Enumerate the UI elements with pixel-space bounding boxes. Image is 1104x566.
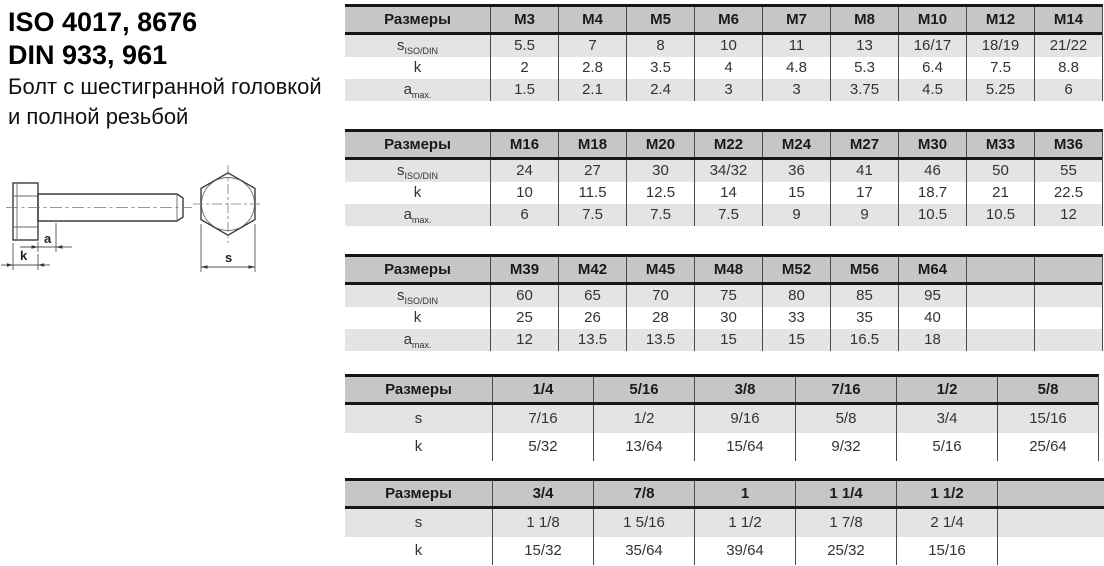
column-header: 1 1/4 [795,481,896,506]
value-cell: 3 [694,79,762,101]
value-cell [1034,285,1102,307]
value-cell: 36 [762,160,830,182]
column-header: M36 [1034,132,1102,157]
value-cell: 24 [490,160,558,182]
value-cell: 3 [762,79,830,101]
value-cell: 10.5 [966,204,1034,226]
dimension-table-3 [345,254,1103,351]
row-label: k [413,59,422,76]
dimension-table-4 [345,374,1099,461]
row-label: $a_{max.}$ [403,206,432,225]
value-cell: 13 [830,35,898,57]
row-label: s [414,410,423,427]
value-cell: 39/64 [694,537,795,565]
column-header: M22 [694,132,762,157]
dimension-table-5 [345,478,1104,565]
value-cell: 7.5 [966,57,1034,79]
value-cell: 8.8 [1034,57,1102,79]
column-header: M56 [830,257,898,282]
value-cell: 85 [830,285,898,307]
table-header-label: Размеры [384,261,451,278]
table-row [345,329,1102,351]
value-cell: 6 [1034,79,1102,101]
value-cell: 7 [558,35,626,57]
value-cell [966,329,1034,351]
value-cell: 5/8 [795,405,896,433]
value-cell: 12 [490,329,558,351]
column-header: 7/8 [593,481,694,506]
value-cell: 1 1/8 [492,509,593,537]
column-header: M14 [1034,7,1102,32]
table-row [345,433,1098,461]
dim-k-label: k [20,248,28,263]
value-cell: 26 [558,307,626,329]
column-header: 3/8 [694,377,795,402]
column-header: M64 [898,257,966,282]
table-row [345,537,1104,565]
value-cell: 60 [490,285,558,307]
table-header-label: Размеры [385,485,452,502]
value-cell: 33 [762,307,830,329]
value-cell: 17 [830,182,898,204]
dim-a-label: a [44,231,52,246]
value-cell: 12 [1034,204,1102,226]
value-cell: 2.1 [558,79,626,101]
column-header: 3/4 [492,481,593,506]
value-cell: 55 [1034,160,1102,182]
value-cell [997,537,1104,565]
column-header: 5/16 [593,377,694,402]
value-cell: 2.8 [558,57,626,79]
table-header-row [345,257,1102,285]
value-cell: 10.5 [898,204,966,226]
value-cell: 14 [694,182,762,204]
value-cell: 16/17 [898,35,966,57]
value-cell: 46 [898,160,966,182]
value-cell: 27 [558,160,626,182]
value-cell: 2.4 [626,79,694,101]
table-header-row [345,7,1102,35]
row-label: s [414,514,423,531]
column-header: M18 [558,132,626,157]
table-header-label: Размеры [384,136,451,153]
value-cell [997,509,1104,537]
value-cell: 25 [490,307,558,329]
column-header [1034,257,1102,282]
value-cell: 7.5 [558,204,626,226]
value-cell: 15/32 [492,537,593,565]
value-cell: 7/16 [492,405,593,433]
value-cell: 7.5 [694,204,762,226]
title-block [8,6,343,132]
value-cell: 21/22 [1034,35,1102,57]
value-cell: 4.5 [898,79,966,101]
column-header: M39 [490,257,558,282]
table-row [345,160,1102,182]
row-label: k [414,542,423,559]
dim-s-label: s [225,250,233,265]
bolt-side-view [6,183,192,240]
row-label-subscript: max. [411,215,432,225]
value-cell: 34/32 [694,160,762,182]
value-cell: 9/32 [795,433,896,461]
value-cell: 12.5 [626,182,694,204]
value-cell: 6.4 [898,57,966,79]
value-cell: 16.5 [830,329,898,351]
column-header: M16 [490,132,558,157]
table-row [345,35,1102,57]
table-row [345,79,1102,101]
value-cell: 5/32 [492,433,593,461]
table-row [345,182,1102,204]
value-cell: 13/64 [593,433,694,461]
value-cell: 22.5 [1034,182,1102,204]
value-cell [966,307,1034,329]
value-cell: 4 [694,57,762,79]
table-header-row [345,132,1102,160]
column-header [997,481,1104,506]
value-cell: 28 [626,307,694,329]
product-description-line1: Болт с шестигранной головкой [8,74,322,99]
column-header: M12 [966,7,1034,32]
table-row [345,57,1102,79]
column-header: M3 [490,7,558,32]
column-header: 1/2 [896,377,997,402]
column-header: 1 1/2 [896,481,997,506]
value-cell: 2 1/4 [896,509,997,537]
table-header-row [345,377,1098,405]
column-header: M30 [898,132,966,157]
row-label: $s_{ISO/DIN}$ [396,37,438,56]
value-cell: 1.5 [490,79,558,101]
column-header: M48 [694,257,762,282]
column-header: M42 [558,257,626,282]
table-header-label: Размеры [384,11,451,28]
row-label: k [413,184,422,201]
value-cell: 75 [694,285,762,307]
value-cell: 8 [626,35,694,57]
row-label-subscript: ISO/DIN [404,296,438,306]
column-header: 1/4 [492,377,593,402]
value-cell: 4.8 [762,57,830,79]
bolt-head-top-view [193,165,263,243]
column-header: 1 [694,481,795,506]
value-cell: 2 [490,57,558,79]
value-cell: 9 [830,204,898,226]
value-cell: 3.5 [626,57,694,79]
row-label: $a_{max.}$ [403,331,432,350]
value-cell: 3.75 [830,79,898,101]
value-cell: 18/19 [966,35,1034,57]
value-cell [1034,307,1102,329]
row-label: k [413,309,422,326]
value-cell: 21 [966,182,1034,204]
value-cell: 50 [966,160,1034,182]
value-cell: 65 [558,285,626,307]
row-label: $a_{max.}$ [403,81,432,100]
table-row [345,405,1098,433]
value-cell: 5/16 [896,433,997,461]
value-cell: 25/32 [795,537,896,565]
value-cell: 13.5 [626,329,694,351]
value-cell: 5.3 [830,57,898,79]
row-label-subscript: max. [411,340,432,350]
value-cell: 70 [626,285,694,307]
standard-iso: ISO 4017, 8676 [8,7,198,37]
value-cell: 15/16 [896,537,997,565]
value-cell: 5.25 [966,79,1034,101]
column-header: M8 [830,7,898,32]
column-header: M33 [966,132,1034,157]
value-cell: 25/64 [997,433,1098,461]
row-label: k [414,438,423,455]
value-cell: 10 [490,182,558,204]
value-cell: 15 [762,182,830,204]
value-cell: 3/4 [896,405,997,433]
dimension-table-2 [345,129,1103,226]
tables-region [345,0,1104,566]
value-cell: 5.5 [490,35,558,57]
row-label-subscript: max. [411,90,432,100]
value-cell: 18 [898,329,966,351]
row-label-subscript: ISO/DIN [404,46,438,56]
column-header: M10 [898,7,966,32]
table-header-label: Размеры [385,381,452,398]
column-header: M20 [626,132,694,157]
row-label-subscript: ISO/DIN [404,171,438,181]
column-header: M6 [694,7,762,32]
column-header: M4 [558,7,626,32]
column-header: 7/16 [795,377,896,402]
table-header-row [345,481,1104,509]
value-cell: 7.5 [626,204,694,226]
value-cell: 10 [694,35,762,57]
value-cell: 35/64 [593,537,694,565]
column-header: M5 [626,7,694,32]
dimension-table-1 [345,4,1103,101]
column-header: M45 [626,257,694,282]
value-cell: 15 [694,329,762,351]
value-cell: 9 [762,204,830,226]
column-header: M52 [762,257,830,282]
table-row [345,307,1102,329]
column-header: M24 [762,132,830,157]
value-cell: 30 [626,160,694,182]
value-cell: 18.7 [898,182,966,204]
value-cell: 1/2 [593,405,694,433]
table-row [345,285,1102,307]
value-cell: 30 [694,307,762,329]
value-cell: 15/64 [694,433,795,461]
value-cell: 13.5 [558,329,626,351]
value-cell: 80 [762,285,830,307]
value-cell: 1 7/8 [795,509,896,537]
value-cell: 15 [762,329,830,351]
column-header: M7 [762,7,830,32]
standard-din: DIN 933, 961 [8,40,168,70]
value-cell: 41 [830,160,898,182]
hex-bolt-technical-drawing [0,150,310,300]
value-cell: 1 5/16 [593,509,694,537]
table-row [345,509,1104,537]
value-cell: 35 [830,307,898,329]
column-header: M27 [830,132,898,157]
value-cell: 11 [762,35,830,57]
column-header: 5/8 [997,377,1098,402]
value-cell: 11.5 [558,182,626,204]
table-row [345,204,1102,226]
value-cell [1034,329,1102,351]
value-cell: 1 1/2 [694,509,795,537]
value-cell: 40 [898,307,966,329]
value-cell [966,285,1034,307]
value-cell: 95 [898,285,966,307]
product-description-line2: и полной резьбой [8,104,189,129]
column-header [966,257,1034,282]
row-label: $s_{ISO/DIN}$ [396,162,438,181]
row-label: $s_{ISO/DIN}$ [396,287,438,306]
value-cell: 15/16 [997,405,1098,433]
value-cell: 6 [490,204,558,226]
value-cell: 9/16 [694,405,795,433]
